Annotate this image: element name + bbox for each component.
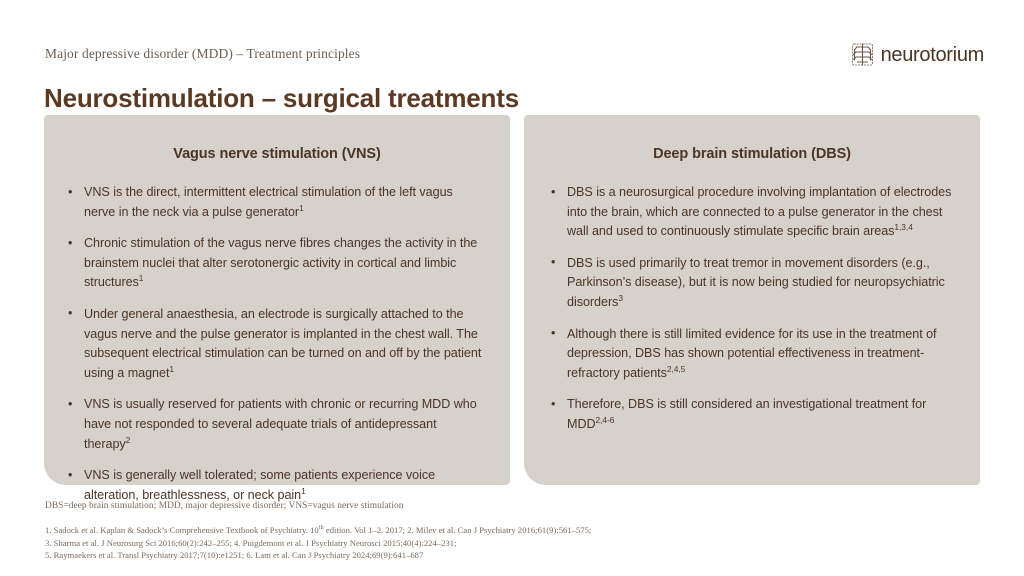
panel-vns-title: Vagus nerve stimulation (VNS) <box>173 146 381 162</box>
reference-line <box>45 524 591 537</box>
neurotorium-brain-icon <box>851 42 874 67</box>
list-item <box>67 466 484 505</box>
citation-marker: 1 <box>138 273 144 284</box>
bullet-text: Therefore, DBS is still considered an investigational treatment for MDD <box>567 397 927 431</box>
bullet-text: DBS is used primarily to treat tremor in movement disorders (e.g., Parkinson’s disease), but it is now being studied for neuropsychiatric disorders <box>567 255 945 309</box>
citation-marker: 1 <box>301 485 306 496</box>
page-title: Neurostimulation – surgical treatments <box>44 83 519 114</box>
references-footnote <box>45 524 591 562</box>
list-item <box>550 395 966 434</box>
panel-vns-bullet-list <box>44 162 510 505</box>
bullet-text: Chronic stimulation of the vagus nerve fibres changes the activity in the brainstem nuclei that alter serotonergic activity in cortical and limbic structures <box>84 236 478 290</box>
list-item <box>550 325 966 384</box>
bullet-text: DBS is a neurosurgical procedure involving implantation of electrodes into the brain, which are connected to a pulse generator in the chest wall and used to continuously stimulate specific brain areas <box>567 185 952 239</box>
reference-text: 1. Sadock et al. Kaplan & Sadock’s Comprehensive Textbook of Psychiatry. 10th edition. Vol 1–2. 2017; 2. Milev et al. Can J Psychiatry 2016;61(9):561–575; <box>45 524 592 535</box>
list-item <box>67 183 484 222</box>
list-item <box>550 183 966 242</box>
abbreviations-footnote: DBS=deep brain stimulation; MDD, major depressive disorder; VNS=vagus nerve stimulation <box>45 501 404 511</box>
citation-marker: 2,4,5 <box>666 363 686 374</box>
reference-line <box>45 549 591 562</box>
panel-dbs <box>524 115 980 485</box>
reference-text: 3. Sharma et al. J Neurosurg Sci 2016;60(2):242–255; 4. Puigdemont et al. J Psychiatry Neurosci 2015;40(4):224–231; <box>45 537 457 548</box>
bullet-text: Under general anaesthesia, an electrode is surgically attached to the vagus nerve and the pulse generator is implanted in the chest wall. The subsequent electrical stimulation can be turned on and off by the patient using a magnet <box>84 306 482 380</box>
citation-marker: 1 <box>299 202 304 213</box>
list-item <box>67 234 484 293</box>
panel-dbs-title: Deep brain stimulation (DBS) <box>653 146 851 162</box>
panel-vns <box>44 115 510 502</box>
reference-text: 5. Raymaekers et al. Transl Psychiatry 2017;7(10):e1251; 6. Lam et al. Can J Psychiatry 2024;69(9):641–687 <box>45 550 424 561</box>
panel-dbs-bullet-list <box>524 162 980 435</box>
citation-marker: 2 <box>125 434 131 445</box>
citation-marker: 2,4-6 <box>595 414 615 425</box>
bullet-text: Although there is still limited evidence for its use in the treatment of depression, DBS has shown potential effectiveness in treatment-refractory patients <box>567 326 937 380</box>
citation-marker: 3 <box>618 292 623 303</box>
reference-line <box>45 537 591 550</box>
list-item <box>550 254 966 313</box>
bullet-text: VNS is usually reserved for patients with chronic or recurring MDD who have not responded to several adequate trials of antidepressant therapy <box>84 397 477 451</box>
list-item <box>67 395 484 454</box>
citation-marker: 1 <box>169 363 175 374</box>
bullet-text: VNS is generally well tolerated; some patients experience voice alteration, breathlessness, or neck pain <box>84 468 436 502</box>
list-item <box>67 305 484 383</box>
slide-eyebrow: Major depressive disorder (MDD) – Treatment principles <box>45 46 361 61</box>
citation-marker: 1,3,4 <box>894 222 913 232</box>
brand-logo <box>851 42 984 67</box>
bullet-text: VNS is the direct, intermittent electrical stimulation of the left vagus nerve in the neck via a pulse generator <box>84 185 453 219</box>
logo-wordmark: neurotorium <box>880 43 984 66</box>
